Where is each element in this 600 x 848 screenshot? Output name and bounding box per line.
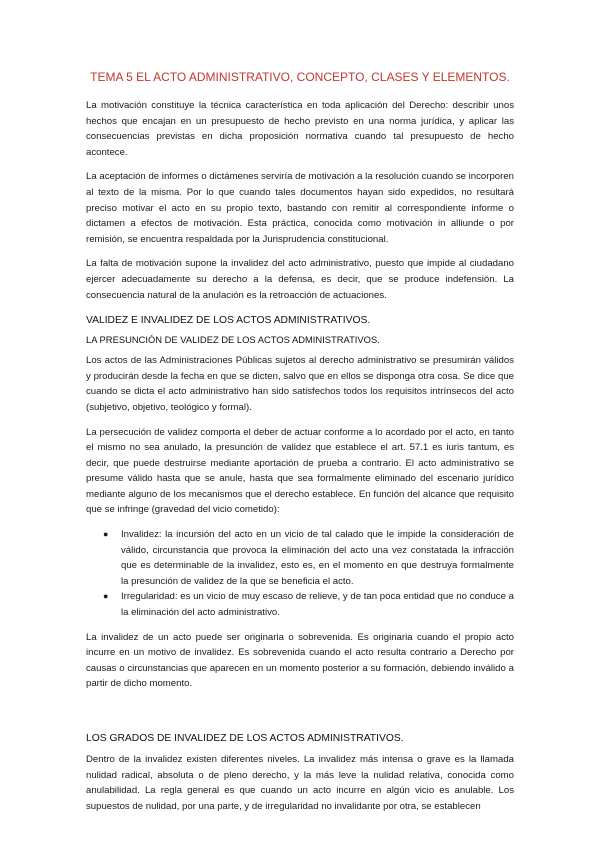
bullet-list: [86, 527, 514, 621]
document-title: TEMA 5 EL ACTO ADMINISTRATIVO, CONCEPTO, CLASES Y ELEMENTOS.: [90, 70, 510, 84]
section-heading: LOS GRADOS DE INVALIDEZ DE LOS ACTOS ADMINISTRATIVOS.: [86, 733, 404, 744]
list-item: [86, 527, 514, 589]
spacer: [86, 701, 514, 721]
document-page: [86, 70, 514, 823]
subsection-heading: LA PRESUNCIÓN DE VALIDEZ DE LOS ACTOS ADMINISTRATIVOS.: [86, 334, 380, 346]
section-heading: VALIDEZ E INVALIDEZ DE LOS ACTOS ADMINISTRATIVOS.: [86, 315, 371, 327]
paragraph: Dentro de la invalidez existen diferentes niveles. La invalidez más intensa o grave es la llamada nulidad radical, absoluta o de pleno derecho, y la más leve la nulidad relativa, conocida como anulabilidad. La regla general es que cuando un acto incurre en algún vicio es anulable. Los supuestos de nulidad, por una parte, y de irregularidad no invalidante por otra, se establecen: [86, 754, 514, 812]
paragraph: Los actos de las Administraciones Públicas sujetos al derecho administrativo se presumirán válidos y producirán desde la fecha en que se dicten, salvo que en ellos se disponga otra cosa. Se dice que cuando se dicta el acto administrativo han sido satisfechos todos los requisitos intrínsecos del acto (subjetivo, objetivo, teológico y formal).: [86, 355, 514, 413]
list-item-text: Irregularidad: es un vicio de muy escaso de relieve, y de tan poca entidad que no conduce a la eliminación del acto administrativo.: [121, 591, 514, 619]
paragraph: La motivación constituye la técnica característica en toda aplicación del Derecho: describir unos hechos que encajan en un presupuesto de hecho previsto en una norma jurídica, y aplicar las consecuencias previstas en dicha proposición normativa cuando tal presupuesto de hecho acontece.: [86, 100, 514, 158]
paragraph: La falta de motivación supone la invalidez del acto administrativo, puesto que impide al ciudadano ejercer adecuadamente su derecho a la defensa, es decir, que se produce indefensión. La consecuencia natural de la anulación es la retroacción de actuaciones.: [86, 258, 514, 301]
paragraph: La aceptación de informes o dictámenes serviría de motivación a la resolución cuando se incorporen al texto de la misma. Por lo que cuando tales documentos hayan sido expedidos, no resultará preciso motivar el acto en su propio texto, bastando con remitir al correspondiente informe o dictamen a efectos de motivación. Esta práctica, conocida como motivación in alliunde o por remisión, se encuentra respaldada por la Jurisprudencia constitucional.: [86, 171, 514, 245]
list-item: [86, 589, 514, 620]
bullet-icon: ●: [103, 529, 109, 540]
bullet-icon: ●: [103, 591, 109, 602]
paragraph: La persecución de validez comporta el deber de actuar conforme a lo acordado por el acto, en tanto el mismo no sea anulado, la presunción de validez que establece el art. 57.1 es iuris tantum, es decir, que puede destruirse mediante aportación de prueba a contrario. El acto administrativo se presume válido hasta que se anule, hasta que sea formalmente eliminado del escenario jurídico mediante alguno de los mecanismos que el derecho establece. En función del alcance que requisito que se infringe (gravedad del vicio cometido):: [86, 426, 514, 516]
list-item-text: Invalidez: la incursión del acto en un vicio de tal calado que le impide la consideración de válido, circunstancia que provoca la eliminación del acto una vez constatada la infracción que es determinable de la invalidez, esto es, en el momento en que destruya formalmente la presunción de validez de la que se beneficia el acto.: [121, 529, 514, 587]
paragraph: La invalidez de un acto puede ser originaria o sobrevenida. Es originaria cuando el propio acto incurre en un motivo de invalidez. Es sobrevenida cuando el acto resulta contrario a Derecho por causas o circunstancias que aparecen en un momento posterior a su formación, debiendo inválido a partir de dicho momento.: [86, 631, 514, 690]
